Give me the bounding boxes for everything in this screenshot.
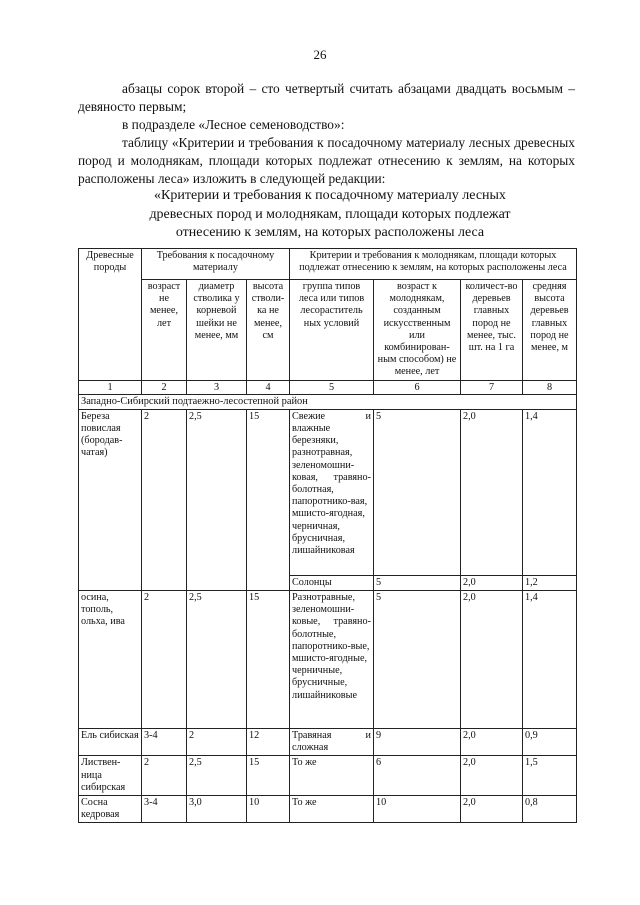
- column-number: 4: [247, 380, 290, 394]
- height-cell: 12: [247, 729, 290, 756]
- avg-height-cell: 0,8: [523, 796, 577, 823]
- header-age: возраст не менее, лет: [142, 280, 187, 381]
- young-age-cell: 5: [374, 575, 461, 590]
- header-diameter: диаметр стволика у корневой шейки не менее, мм: [187, 280, 247, 381]
- tree-count-cell: 2,0: [461, 796, 523, 823]
- table-heading: «Критерии и требования к посадочному материалу лесных древесных пород и молоднякам, площади которых подлежат отнесению к землям, на которых расположены леса: [149, 188, 511, 240]
- table-row: [79, 591, 577, 729]
- paragraph-subsection: в подразделе «Лесное семеноводство»:: [122, 117, 345, 132]
- age-cell: 2: [142, 591, 187, 729]
- avg-height-cell: 1,5: [523, 756, 577, 796]
- paragraph-renumbering: абзацы сорок второй – сто четвертый считать абзацами двадцать восьмым – девяносто первым;: [78, 81, 575, 114]
- tree-count-cell: 2,0: [461, 575, 523, 590]
- column-number: 7: [461, 380, 523, 394]
- diameter-cell: 2,5: [187, 409, 247, 590]
- forest-type-cell: Солонцы: [290, 575, 374, 590]
- species-cell: Береза повислая (бородав-чатая): [79, 409, 142, 590]
- header-avg-height: средняя высота деревьев главных пород не менее, м: [523, 280, 577, 381]
- avg-height-cell: 1,4: [523, 591, 577, 729]
- species-cell: Ель сибиская: [79, 729, 142, 756]
- young-age-cell: 10: [374, 796, 461, 823]
- column-number: 1: [79, 380, 142, 394]
- header-planting-material: Требования к посадочному материалу: [142, 249, 290, 280]
- column-number-row: [79, 380, 577, 394]
- table-row: [79, 756, 577, 796]
- young-age-cell: 9: [374, 729, 461, 756]
- species-cell: Листвен-ница сибирская: [79, 756, 142, 796]
- avg-height-cell: 0,9: [523, 729, 577, 756]
- tree-count-cell: 2,0: [461, 756, 523, 796]
- column-number: 8: [523, 380, 577, 394]
- header-young-stands: Критерии и требования к молоднякам, площади которых подлежат отнесению к землям, на которых расположены леса: [290, 249, 577, 280]
- region-row: [79, 394, 577, 409]
- height-cell: 15: [247, 756, 290, 796]
- header-row-1: [79, 249, 577, 280]
- header-height: высота стволи-ка не менее, см: [247, 280, 290, 381]
- header-forest-type: группа типов леса или типов лесораститель ных условий: [290, 280, 374, 381]
- forest-type-cell: То же: [290, 796, 374, 823]
- height-cell: 10: [247, 796, 290, 823]
- forest-type-cell: То же: [290, 756, 374, 796]
- forest-type-cell: Разнотравные, зеленомошни-ковые, травяно-болотные, папоротнико-вые, мшисто-ягодные, черничные, брусничные, лишайниковые: [290, 591, 374, 729]
- height-cell: 15: [247, 591, 290, 729]
- header-species: Древесные породы: [79, 249, 142, 381]
- column-number: 2: [142, 380, 187, 394]
- criteria-table: [78, 248, 577, 823]
- table-row: [79, 796, 577, 823]
- region-label: Западно-Сибирский подтаежно-лесостепной район: [79, 394, 577, 409]
- forest-type-cell: Травяная и сложная: [290, 729, 374, 756]
- diameter-cell: 3,0: [187, 796, 247, 823]
- table-row: [79, 409, 577, 575]
- tree-count-cell: 2,0: [461, 409, 523, 575]
- tree-count-cell: 2,0: [461, 729, 523, 756]
- age-cell: 2: [142, 409, 187, 590]
- column-number: 5: [290, 380, 374, 394]
- column-number: 3: [187, 380, 247, 394]
- tree-count-cell: 2,0: [461, 591, 523, 729]
- forest-type-cell: Свежие и влажные березняки, разнотравная, зеленомошни-ковая, травяно-болотная, папоротнико-вая, мшисто-ягодная, черничная, брусничная, лишайниковая: [290, 409, 374, 575]
- header-tree-count: количест-во деревьев главных пород не менее, тыс. шт. на 1 га: [461, 280, 523, 381]
- avg-height-cell: 1,4: [523, 409, 577, 575]
- young-age-cell: 6: [374, 756, 461, 796]
- young-age-cell: 5: [374, 591, 461, 729]
- age-cell: 3-4: [142, 729, 187, 756]
- diameter-cell: 2,5: [187, 591, 247, 729]
- young-age-cell: 5: [374, 409, 461, 575]
- header-young-age: возраст к молоднякам, созданным искусственным или комбинирован-ным способом) не менее, лет: [374, 280, 461, 381]
- header-row-2: [79, 280, 577, 381]
- diameter-cell: 2,5: [187, 756, 247, 796]
- diameter-cell: 2: [187, 729, 247, 756]
- species-cell: Сосна кедровая: [79, 796, 142, 823]
- table-row: [79, 729, 577, 756]
- column-number: 6: [374, 380, 461, 394]
- avg-height-cell: 1,2: [523, 575, 577, 590]
- height-cell: 15: [247, 409, 290, 590]
- page-number: 26: [313, 47, 327, 62]
- age-cell: 2: [142, 756, 187, 796]
- paragraph-table-instruction: таблицу «Критерии и требования к посадочному материалу лесных древесных пород и молоднякам, площади которых подлежат отнесению к землям, на которых расположены леса» изложить в следующей редакции:: [78, 135, 575, 186]
- species-cell: осина, тополь, ольха, ива: [79, 591, 142, 729]
- age-cell: 3-4: [142, 796, 187, 823]
